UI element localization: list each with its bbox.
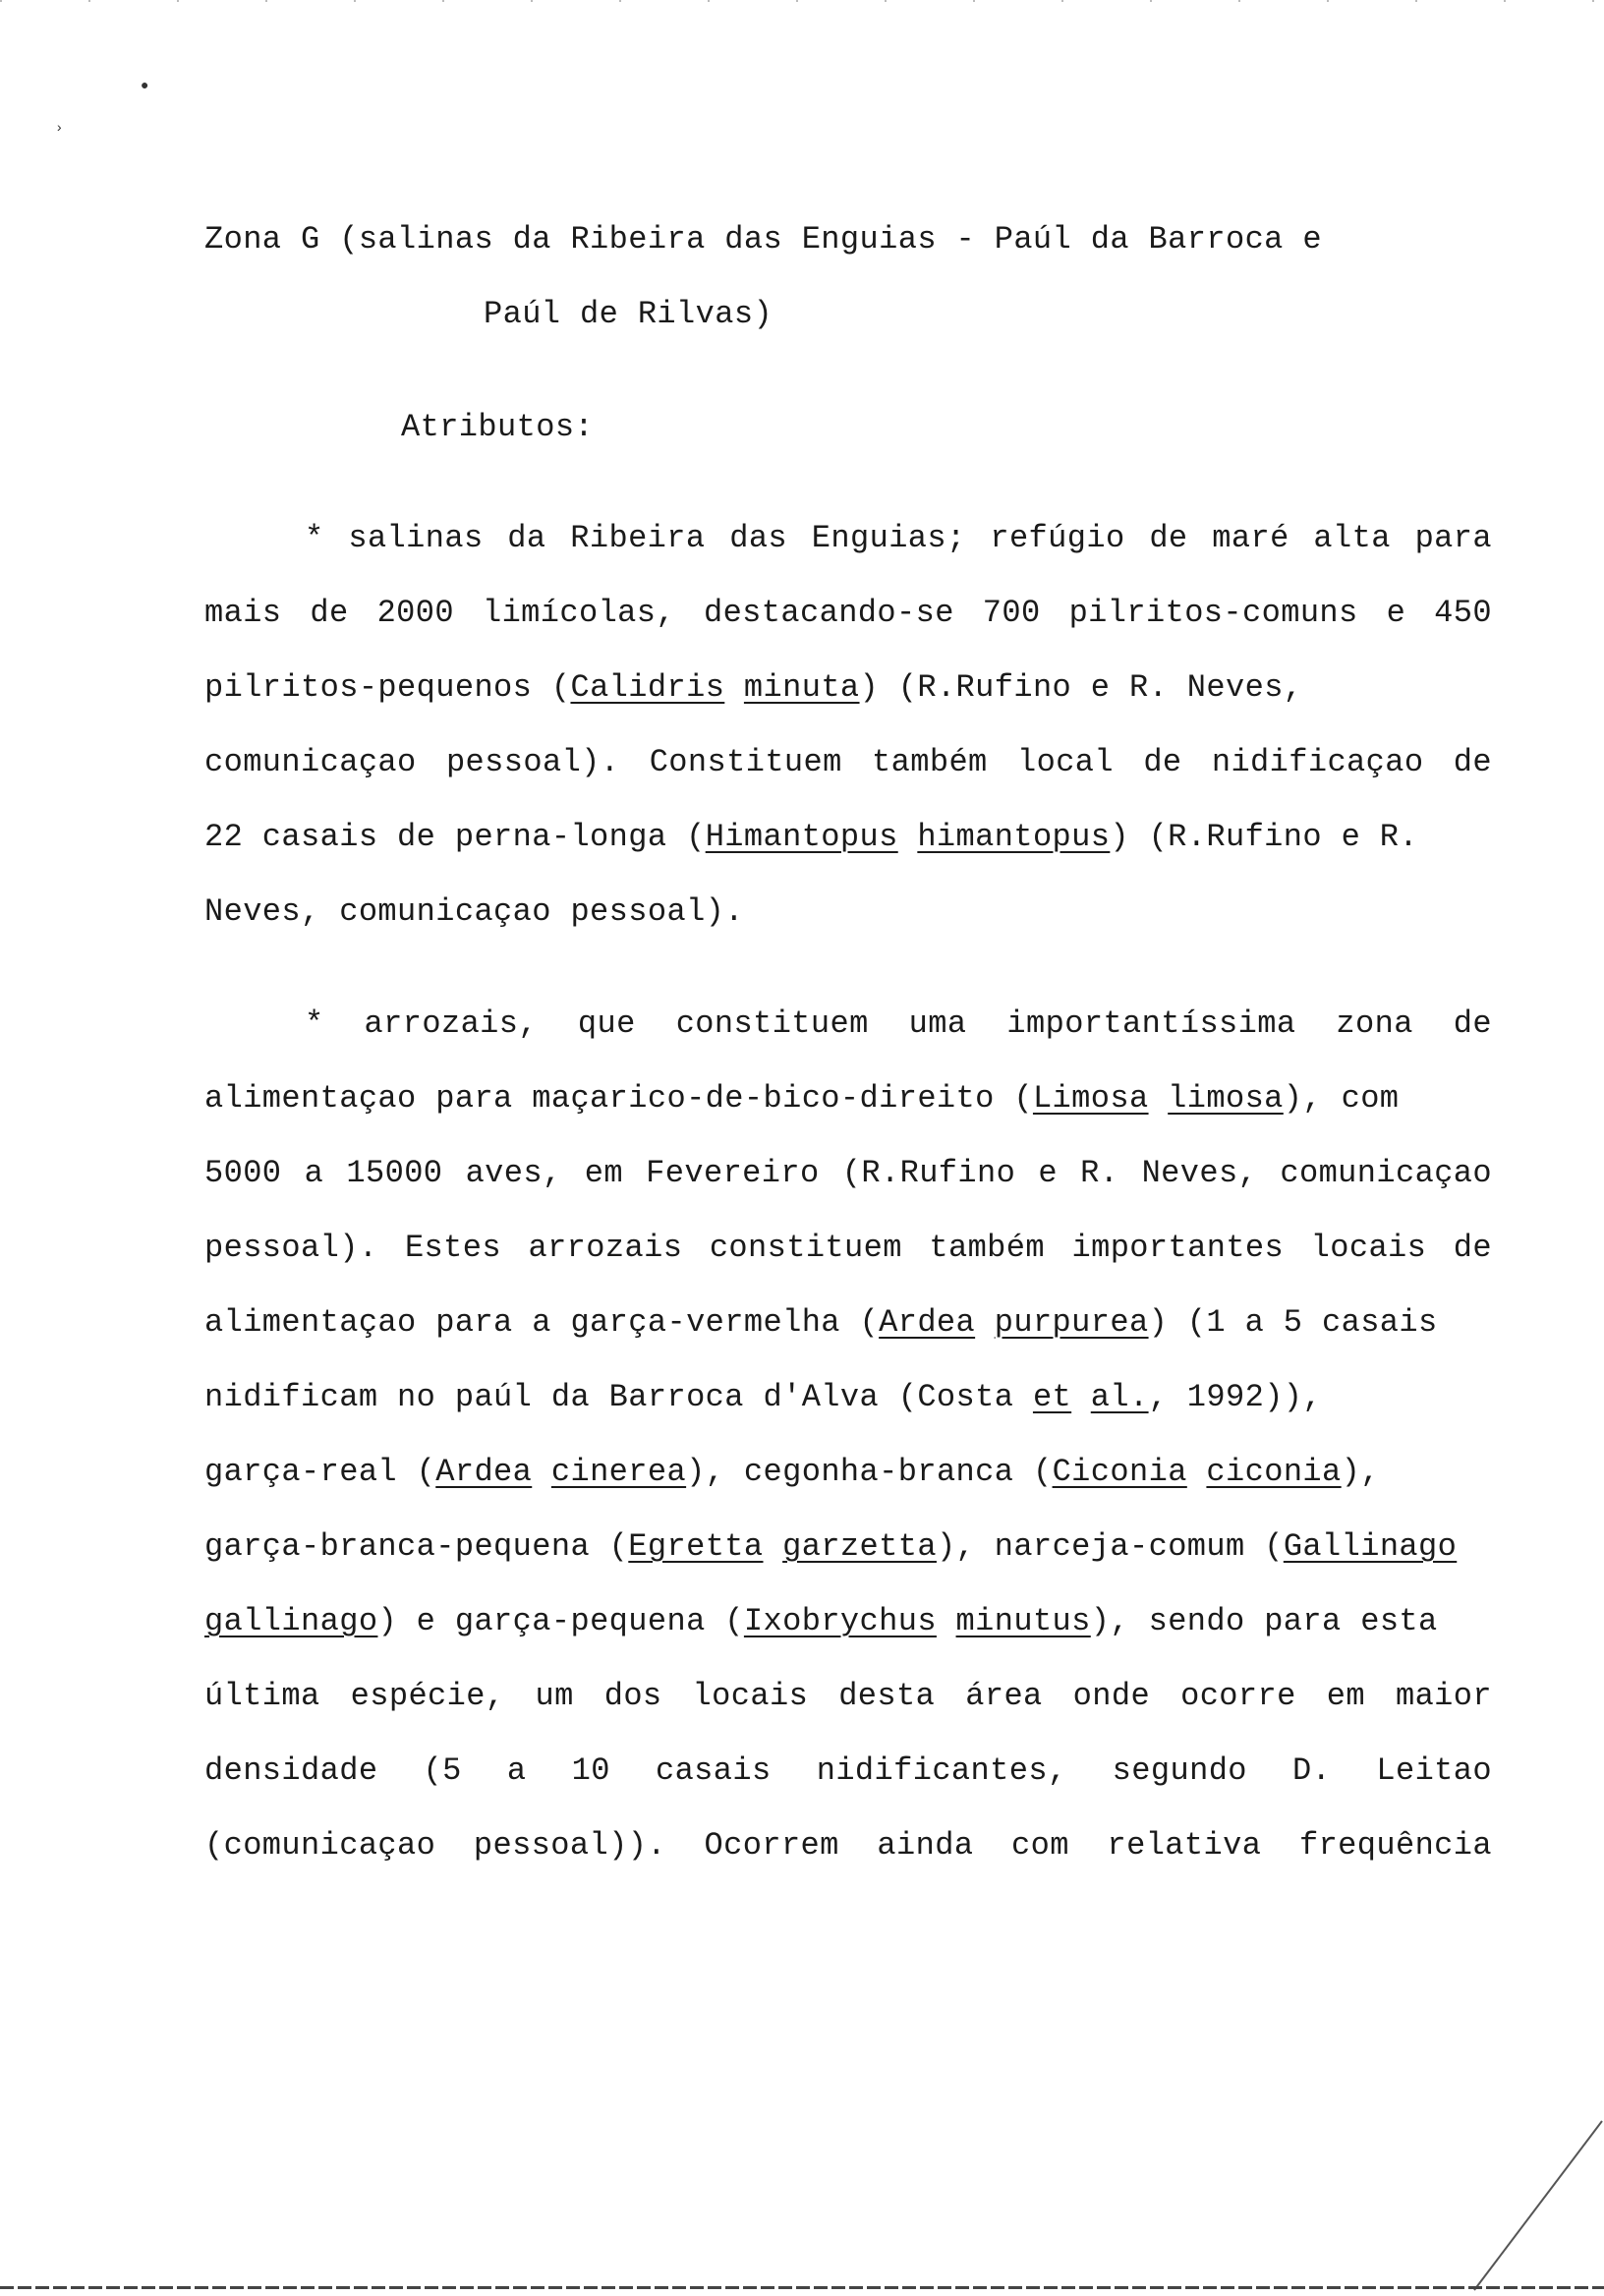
citation-al: al. xyxy=(1090,1379,1149,1415)
text xyxy=(1071,1379,1091,1415)
text: ) (1 a 5 casais xyxy=(1148,1304,1438,1341)
paragraph1-line: * salinas da Ribeira das Enguias; refúgio de maré alta para xyxy=(305,520,1492,556)
scan-speck: › xyxy=(55,121,64,137)
text: alimentaçao para a garça-vermelha ( xyxy=(204,1304,880,1341)
paragraph2-line xyxy=(204,1527,1492,1567)
title-line-1: Zona G (salinas da Ribeira das Enguias - Paúl da Barroca e xyxy=(204,221,1322,258)
text: 22 casais de perna-longa ( xyxy=(204,819,706,855)
species-epithet: gallinago xyxy=(204,1603,378,1639)
text: ) (R.Rufino e R. Neves, xyxy=(859,669,1303,706)
text: garça-real ( xyxy=(204,1454,436,1490)
text: nidificam no paúl da Barroca d'Alva (Costa xyxy=(204,1379,1033,1415)
species-genus: Ixobrychus xyxy=(743,1603,937,1639)
text xyxy=(724,669,744,706)
text xyxy=(1187,1454,1207,1490)
paragraph2-line xyxy=(204,1079,1492,1119)
paragraph2-line xyxy=(204,1378,1492,1417)
species-genus: Egretta xyxy=(628,1528,764,1565)
paragraph2-line xyxy=(204,1453,1492,1492)
paragraph2-line: * arrozais, que constituem uma importantíssima zona de xyxy=(305,1005,1492,1042)
species-genus: Ardea xyxy=(435,1454,533,1490)
species-genus: Himantopus xyxy=(705,819,898,855)
species-genus: Gallinago xyxy=(1283,1528,1458,1565)
text xyxy=(975,1304,995,1341)
paragraph1-line: comunicaçao pessoal). Constituem também local de nidificaçao de xyxy=(204,744,1492,780)
paragraph2-line xyxy=(204,1602,1492,1641)
text xyxy=(937,1603,956,1639)
species-epithet: purpurea xyxy=(994,1304,1149,1341)
text: ), narceja-comum ( xyxy=(936,1528,1284,1565)
text: , 1992)), xyxy=(1148,1379,1323,1415)
paragraph2-line: (comunicaçao pessoal)). Ocorrem ainda com relativa frequência xyxy=(204,1827,1492,1864)
text: alimentaçao para maçarico-de-bico-direito ( xyxy=(204,1080,1033,1117)
scan-top-edge xyxy=(0,0,1604,2)
paragraph2-line: 5000 a 15000 aves, em Fevereiro (R.Rufino e R. Neves, comunicaçao xyxy=(204,1155,1492,1191)
citation-et: et xyxy=(1032,1379,1072,1415)
species-epithet: garzetta xyxy=(782,1528,937,1565)
text: ) e garça-pequena ( xyxy=(377,1603,744,1639)
paragraph2-line xyxy=(204,1303,1492,1343)
text: ), sendo para esta xyxy=(1090,1603,1438,1639)
species-epithet: minuta xyxy=(743,669,860,706)
paragraph2-line: densidade (5 a 10 casais nidificantes, segundo D. Leitao xyxy=(204,1752,1492,1789)
species-genus: Ciconia xyxy=(1052,1454,1187,1490)
margin-pen-stroke xyxy=(1464,2113,1604,2296)
species-genus: Limosa xyxy=(1032,1080,1149,1117)
paragraph2-line: última espécie, um dos locais desta área onde ocorre em maior xyxy=(204,1678,1492,1714)
paragraph1-line xyxy=(204,668,1492,708)
species-epithet: minutus xyxy=(955,1603,1091,1639)
text xyxy=(898,819,918,855)
text xyxy=(764,1528,783,1565)
scan-bottom-edge xyxy=(0,2286,1604,2289)
scan-speck: ● xyxy=(141,79,149,94)
text: ), com xyxy=(1283,1080,1400,1117)
text xyxy=(532,1454,551,1490)
species-epithet: limosa xyxy=(1168,1080,1284,1117)
species-genus: Calidris xyxy=(570,669,725,706)
species-epithet: cinerea xyxy=(550,1454,687,1490)
paragraph1-line xyxy=(204,818,1492,857)
text xyxy=(1149,1080,1169,1117)
title-line-2: Paúl de Rilvas) xyxy=(484,296,773,332)
section-heading: Atributos: xyxy=(401,409,595,445)
text: pilritos-pequenos ( xyxy=(204,669,571,706)
species-epithet: ciconia xyxy=(1206,1454,1342,1490)
paragraph1-line: Neves, comunicaçao pessoal). xyxy=(204,893,744,930)
text: ) (R.Rufino e R. xyxy=(1110,819,1419,855)
text: ), cegonha-branca ( xyxy=(686,1454,1053,1490)
paragraph2-line: pessoal). Estes arrozais constituem também importantes locais de xyxy=(204,1230,1492,1266)
species-genus: Ardea xyxy=(879,1304,976,1341)
text: garça-branca-pequena ( xyxy=(204,1528,629,1565)
text: ), xyxy=(1341,1454,1380,1490)
paragraph1-line: mais de 2000 limícolas, destacando-se 700 pilritos-comuns e 450 xyxy=(204,595,1492,631)
species-epithet: himantopus xyxy=(917,819,1111,855)
